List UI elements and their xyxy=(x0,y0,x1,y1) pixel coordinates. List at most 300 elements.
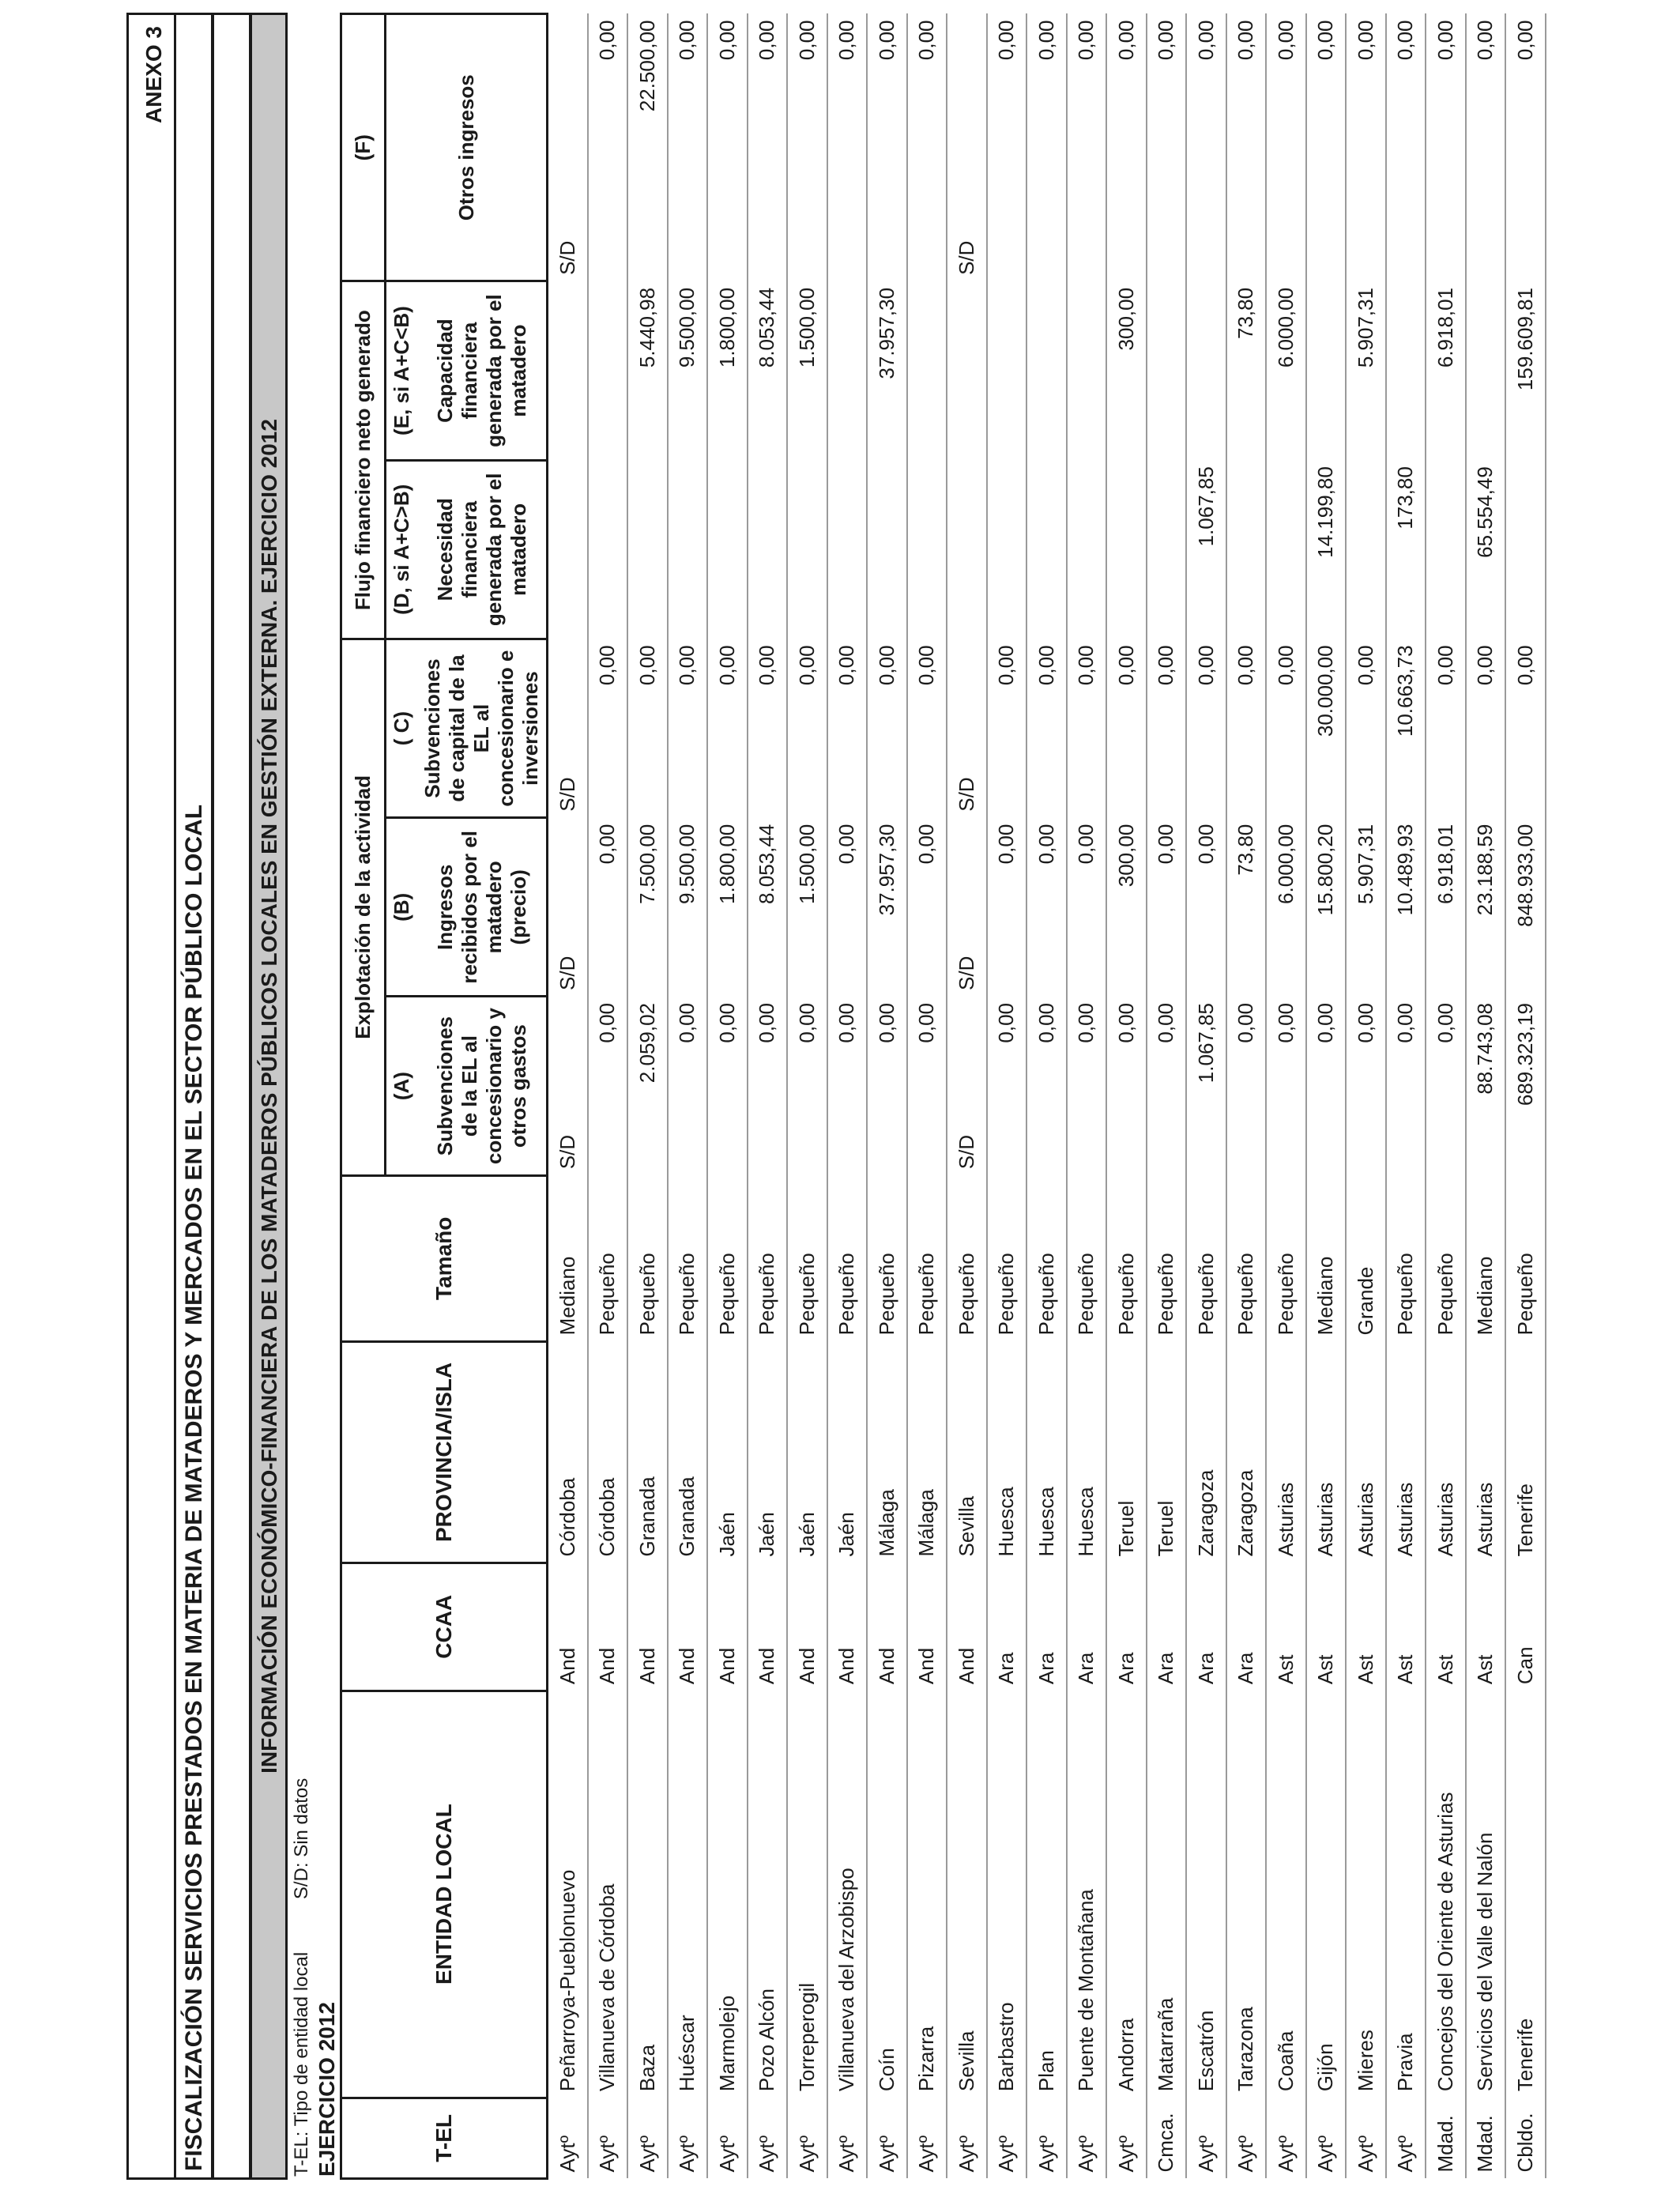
cell-f: 0,00 xyxy=(588,14,628,281)
cell-a: 0,00 xyxy=(907,997,947,1175)
cell-ccaa: Ast xyxy=(1466,1563,1506,1691)
cell-a: 0,00 xyxy=(707,997,748,1175)
cell-ccaa: Ast xyxy=(1266,1563,1306,1691)
cell-entidad: Concejos del Oriente de Asturias xyxy=(1426,1691,1466,2098)
cell-tel: Aytº xyxy=(1346,2098,1386,2178)
cell-e: 6.918,01 xyxy=(1426,281,1466,460)
cell-provincia: Asturias xyxy=(1306,1341,1347,1563)
cell-entidad: Marmolejo xyxy=(707,1691,748,2098)
cell-tel: Aytº xyxy=(827,2098,868,2178)
cell-d xyxy=(867,460,907,639)
cell-tamano: Pequeño xyxy=(748,1175,788,1341)
cell-f: 0,00 xyxy=(1505,14,1546,281)
cell-a: 0,00 xyxy=(987,997,1027,1175)
cell-d xyxy=(627,460,668,639)
table-row xyxy=(707,14,748,2179)
cell-c: 10.663,73 xyxy=(1386,639,1426,817)
header-a-code: (A) xyxy=(386,997,418,1175)
cell-c: 0,00 xyxy=(867,639,907,817)
cell-b: 0,00 xyxy=(1067,818,1107,997)
cell-entidad: Coaña xyxy=(1266,1691,1306,2098)
cell-ccaa: And xyxy=(748,1563,788,1691)
table-row xyxy=(1466,14,1506,2179)
cell-ccaa: Ara xyxy=(1067,1563,1107,1691)
cell-provincia: Asturias xyxy=(1426,1341,1466,1563)
cell-entidad: Peñarroya-Pueblonuevo xyxy=(548,1691,588,2098)
cell-a: 0,00 xyxy=(1426,997,1466,1175)
cell-a: 689.323,19 xyxy=(1505,997,1546,1175)
cell-b: S/D xyxy=(947,818,987,997)
header-b-label: Ingresos recibidos por el matadero (precio) xyxy=(417,818,548,997)
table-row xyxy=(1147,14,1187,2179)
cell-a: 0,00 xyxy=(827,997,868,1175)
cell-ccaa: Ara xyxy=(1147,1563,1187,1691)
cell-e: 159.609,81 xyxy=(1505,281,1546,460)
cell-tel: Aytº xyxy=(1386,2098,1426,2178)
cell-tamano: Pequeño xyxy=(827,1175,868,1341)
cell-e xyxy=(1067,281,1107,460)
cell-entidad: Pravia xyxy=(1386,1691,1426,2098)
cell-f: 0,00 xyxy=(1147,14,1187,281)
cell-a: 0,00 xyxy=(1266,997,1306,1175)
cell-b: 10.489,93 xyxy=(1386,818,1426,997)
cell-ccaa: Ast xyxy=(1306,1563,1347,1691)
cell-provincia: Málaga xyxy=(907,1341,947,1563)
header-entidad: ENTIDAD LOCAL xyxy=(341,1691,548,2098)
cell-tamano: Grande xyxy=(1346,1175,1386,1341)
cell-tel: Cbldo. xyxy=(1505,2098,1546,2178)
cell-entidad: Matarraña xyxy=(1147,1691,1187,2098)
cell-ccaa: Ara xyxy=(1026,1563,1067,1691)
cell-provincia: Granada xyxy=(627,1341,668,1563)
cell-f: 0,00 xyxy=(827,14,868,281)
cell-e xyxy=(947,281,987,460)
cell-c: 0,00 xyxy=(627,639,668,817)
cell-tamano: Pequeño xyxy=(1026,1175,1067,1341)
cell-f: S/D xyxy=(947,14,987,281)
cell-c: 0,00 xyxy=(748,639,788,817)
cell-provincia: Córdoba xyxy=(548,1341,588,1563)
cell-d xyxy=(1346,460,1386,639)
cell-entidad: Sevilla xyxy=(947,1691,987,2098)
cell-d: 65.554,49 xyxy=(1466,460,1506,639)
cell-provincia: Asturias xyxy=(1346,1341,1386,1563)
cell-d xyxy=(1426,460,1466,639)
cell-d xyxy=(987,460,1027,639)
header-e-label: Capacidad financiera generada por el matadero xyxy=(417,281,548,460)
header-flujo: Flujo financiero neto generado xyxy=(341,281,386,639)
cell-d xyxy=(748,460,788,639)
cell-provincia: Huesca xyxy=(987,1341,1027,1563)
header-f-label: Otros ingresos xyxy=(386,14,548,281)
cell-ccaa: And xyxy=(867,1563,907,1691)
cell-ccaa: And xyxy=(707,1563,748,1691)
cell-e: 6.000,00 xyxy=(1266,281,1306,460)
cell-b: 5.907,31 xyxy=(1346,818,1386,997)
cell-b: 15.800,20 xyxy=(1306,818,1347,997)
table-row xyxy=(947,14,987,2179)
cell-b: 37.957,30 xyxy=(867,818,907,997)
cell-d xyxy=(1266,460,1306,639)
cell-e: 37.957,30 xyxy=(867,281,907,460)
cell-e xyxy=(1147,281,1187,460)
cell-tamano: Pequeño xyxy=(588,1175,628,1341)
cell-tamano: Pequeño xyxy=(947,1175,987,1341)
cell-c: 0,00 xyxy=(668,639,708,817)
table-row xyxy=(867,14,907,2179)
cell-a: 0,00 xyxy=(1026,997,1067,1175)
cell-tel: Aytº xyxy=(668,2098,708,2178)
cell-c: 30.000,00 xyxy=(1306,639,1347,817)
cell-f: 0,00 xyxy=(1226,14,1267,281)
cell-f: 0,00 xyxy=(1386,14,1426,281)
header-d-label: Necesidad financiera generada por el matadero xyxy=(417,460,548,639)
table-row xyxy=(907,14,947,2179)
exercise-label: EJERCICIO 2012 xyxy=(315,2002,339,2177)
cell-d xyxy=(1067,460,1107,639)
cell-b: 23.188,59 xyxy=(1466,818,1506,997)
cell-a: 0,00 xyxy=(1306,997,1347,1175)
cell-c: 0,00 xyxy=(707,639,748,817)
cell-ccaa: Ara xyxy=(1226,1563,1267,1691)
cell-c: 0,00 xyxy=(1346,639,1386,817)
cell-a: S/D xyxy=(548,997,588,1175)
cell-entidad: Pizarra xyxy=(907,1691,947,2098)
cell-ccaa: And xyxy=(787,1563,827,1691)
cell-tel: Aytº xyxy=(588,2098,628,2178)
cell-e xyxy=(1186,281,1226,460)
table-row xyxy=(627,14,668,2179)
cell-tamano: Pequeño xyxy=(1266,1175,1306,1341)
cell-d: 14.199,80 xyxy=(1306,460,1347,639)
cell-tel: Aytº xyxy=(748,2098,788,2178)
cell-e xyxy=(827,281,868,460)
cell-provincia: Jaén xyxy=(827,1341,868,1563)
cell-provincia: Zaragoza xyxy=(1186,1341,1226,1563)
cell-a: 0,00 xyxy=(787,997,827,1175)
cell-tel: Aytº xyxy=(1026,2098,1067,2178)
cell-ccaa: Ast xyxy=(1346,1563,1386,1691)
cell-tel: Aytº xyxy=(1186,2098,1226,2178)
cell-e xyxy=(1306,281,1347,460)
cell-entidad: Baza xyxy=(627,1691,668,2098)
cell-entidad: Tarazona xyxy=(1226,1691,1267,2098)
cell-tel: Aytº xyxy=(787,2098,827,2178)
cell-e: 9.500,00 xyxy=(668,281,708,460)
cell-ccaa: And xyxy=(907,1563,947,1691)
data-table xyxy=(340,13,1546,2180)
cell-f: 0,00 xyxy=(1266,14,1306,281)
cell-d: 1.067,85 xyxy=(1186,460,1226,639)
cell-entidad: Barbastro xyxy=(987,1691,1027,2098)
cell-b: 6.918,01 xyxy=(1426,818,1466,997)
table-row xyxy=(1505,14,1546,2179)
legend-sd: S/D: Sin datos xyxy=(291,1777,312,1900)
table-row xyxy=(668,14,708,2179)
cell-tel: Aytº xyxy=(1106,2098,1147,2178)
cell-a: 0,00 xyxy=(1226,997,1267,1175)
cell-a: 0,00 xyxy=(588,997,628,1175)
cell-entidad: Mieres xyxy=(1346,1691,1386,2098)
cell-b: 0,00 xyxy=(907,818,947,997)
cell-f: 0,00 xyxy=(1466,14,1506,281)
cell-b: 8.053,44 xyxy=(748,818,788,997)
cell-d xyxy=(1147,460,1187,639)
cell-a: 0,00 xyxy=(1106,997,1147,1175)
cell-entidad: Torreperogil xyxy=(787,1691,827,2098)
table-row xyxy=(1266,14,1306,2179)
table-row xyxy=(548,14,588,2179)
cell-tamano: Pequeño xyxy=(1226,1175,1267,1341)
cell-b: 1.500,00 xyxy=(787,818,827,997)
cell-c: 0,00 xyxy=(987,639,1027,817)
cell-tamano: Mediano xyxy=(1306,1175,1347,1341)
cell-c: 0,00 xyxy=(1466,639,1506,817)
header-c-code: ( C) xyxy=(386,639,418,817)
cell-c: 0,00 xyxy=(1026,639,1067,817)
cell-tamano: Pequeño xyxy=(1186,1175,1226,1341)
cell-entidad: Villanueva de Córdoba xyxy=(588,1691,628,2098)
cell-c: 0,00 xyxy=(1147,639,1187,817)
document-title: FISCALIZACIÓN SERVICIOS PRESTADOS EN MATERIA DE MATADEROS Y MERCADOS EN EL SECTOR PÚBLICO LOCAL xyxy=(174,13,213,2180)
cell-tel: Aytº xyxy=(1226,2098,1267,2178)
cell-f: 22.500,00 xyxy=(627,14,668,281)
table-row xyxy=(1106,14,1147,2179)
cell-tamano: Pequeño xyxy=(1106,1175,1147,1341)
cell-a: S/D xyxy=(947,997,987,1175)
cell-ccaa: And xyxy=(668,1563,708,1691)
cell-ccaa: And xyxy=(588,1563,628,1691)
header-e-code: (E, si A+C<B) xyxy=(386,281,418,460)
cell-b: 0,00 xyxy=(1147,818,1187,997)
cell-e xyxy=(1386,281,1426,460)
cell-c: S/D xyxy=(947,639,987,817)
cell-entidad: Plan xyxy=(1026,1691,1067,2098)
cell-e xyxy=(1466,281,1506,460)
header-d-code: (D, si A+C>B) xyxy=(386,460,418,639)
cell-f: 0,00 xyxy=(1346,14,1386,281)
cell-e: 8.053,44 xyxy=(748,281,788,460)
cell-tel: Aytº xyxy=(1067,2098,1107,2178)
cell-d xyxy=(707,460,748,639)
cell-e: 300,00 xyxy=(1106,281,1147,460)
header-tamano: Tamaño xyxy=(341,1175,548,1341)
cell-e xyxy=(907,281,947,460)
cell-ccaa: And xyxy=(947,1563,987,1691)
cell-d xyxy=(1226,460,1267,639)
header-c-label: Subvenciones de capital de la EL al concesionario e inversiones xyxy=(417,639,548,817)
cell-c: 0,00 xyxy=(588,639,628,817)
table-row xyxy=(827,14,868,2179)
cell-f: 0,00 xyxy=(787,14,827,281)
cell-d xyxy=(827,460,868,639)
cell-d xyxy=(947,460,987,639)
cell-a: 88.743,08 xyxy=(1466,997,1506,1175)
cell-f: 0,00 xyxy=(1106,14,1147,281)
cell-provincia: Jaén xyxy=(787,1341,827,1563)
cell-c: S/D xyxy=(548,639,588,817)
header-tel: T-EL xyxy=(341,2098,548,2178)
cell-tamano: Pequeño xyxy=(987,1175,1027,1341)
cell-e: 5.440,98 xyxy=(627,281,668,460)
cell-b: 300,00 xyxy=(1106,818,1147,997)
cell-tamano: Pequeño xyxy=(867,1175,907,1341)
cell-provincia: Asturias xyxy=(1386,1341,1426,1563)
cell-c: 0,00 xyxy=(1106,639,1147,817)
cell-b: 0,00 xyxy=(1026,818,1067,997)
header-a-label: Subvenciones de la EL al concesionario y otros gastos xyxy=(417,997,548,1175)
cell-c: 0,00 xyxy=(1426,639,1466,817)
header-b-code: (B) xyxy=(386,818,418,997)
cell-tamano: Pequeño xyxy=(707,1175,748,1341)
cell-e xyxy=(1026,281,1067,460)
cell-a: 0,00 xyxy=(1346,997,1386,1175)
table-row xyxy=(1026,14,1067,2179)
header-provincia: PROVINCIA/ISLA xyxy=(341,1341,548,1563)
cell-entidad: Puente de Montañana xyxy=(1067,1691,1107,2098)
cell-f: 0,00 xyxy=(867,14,907,281)
cell-tel: Aytº xyxy=(987,2098,1027,2178)
cell-provincia: Asturias xyxy=(1466,1341,1506,1563)
cell-b: 1.800,00 xyxy=(707,818,748,997)
table-row xyxy=(1186,14,1226,2179)
cell-tel: Aytº xyxy=(1306,2098,1347,2178)
cell-a: 1.067,85 xyxy=(1186,997,1226,1175)
cell-f: 0,00 xyxy=(1067,14,1107,281)
cell-b: 848.933,00 xyxy=(1505,818,1546,997)
cell-entidad: Huéscar xyxy=(668,1691,708,2098)
table-row xyxy=(987,14,1027,2179)
cell-c: 0,00 xyxy=(787,639,827,817)
cell-f: 0,00 xyxy=(987,14,1027,281)
cell-tel: Mdad. xyxy=(1426,2098,1466,2178)
cell-provincia: Zaragoza xyxy=(1226,1341,1267,1563)
cell-tel: Aytº xyxy=(707,2098,748,2178)
table-row xyxy=(1226,14,1267,2179)
cell-e xyxy=(987,281,1027,460)
cell-c: 0,00 xyxy=(827,639,868,817)
cell-ccaa: Ara xyxy=(987,1563,1027,1691)
cell-b: S/D xyxy=(548,818,588,997)
cell-entidad: Andorra xyxy=(1106,1691,1147,2098)
cell-tamano: Pequeño xyxy=(627,1175,668,1341)
table-row xyxy=(1426,14,1466,2179)
cell-f: 0,00 xyxy=(1306,14,1347,281)
cell-entidad: Pozo Alcón xyxy=(748,1691,788,2098)
cell-ccaa: And xyxy=(627,1563,668,1691)
table-row xyxy=(1386,14,1426,2179)
cell-f: 0,00 xyxy=(1186,14,1226,281)
cell-tel: Aytº xyxy=(947,2098,987,2178)
cell-c: 0,00 xyxy=(1505,639,1546,817)
cell-ccaa: Ara xyxy=(1106,1563,1147,1691)
cell-a: 0,00 xyxy=(748,997,788,1175)
cell-provincia: Córdoba xyxy=(588,1341,628,1563)
cell-a: 0,00 xyxy=(1067,997,1107,1175)
cell-tamano: Pequeño xyxy=(1147,1175,1187,1341)
table-row xyxy=(1306,14,1347,2179)
cell-tel: Aytº xyxy=(1266,2098,1306,2178)
cell-tamano: Mediano xyxy=(1466,1175,1506,1341)
cell-d xyxy=(668,460,708,639)
cell-tamano: Pequeño xyxy=(1426,1175,1466,1341)
cell-c: 0,00 xyxy=(1266,639,1306,817)
cell-c: 0,00 xyxy=(1186,639,1226,817)
cell-c: 0,00 xyxy=(907,639,947,817)
table-row xyxy=(787,14,827,2179)
cell-tamano: Mediano xyxy=(548,1175,588,1341)
cell-d xyxy=(787,460,827,639)
cell-entidad: Gijón xyxy=(1306,1691,1347,2098)
cell-d xyxy=(1505,460,1546,639)
cell-d xyxy=(1026,460,1067,639)
cell-b: 0,00 xyxy=(1186,818,1226,997)
cell-tamano: Pequeño xyxy=(1505,1175,1546,1341)
cell-f: 0,00 xyxy=(1026,14,1067,281)
cell-e xyxy=(588,281,628,460)
cell-b: 7.500,00 xyxy=(627,818,668,997)
cell-e: 73,80 xyxy=(1226,281,1267,460)
cell-provincia: Málaga xyxy=(867,1341,907,1563)
cell-ccaa: Ast xyxy=(1426,1563,1466,1691)
cell-ccaa: Ara xyxy=(1186,1563,1226,1691)
cell-tel: Cmca. xyxy=(1147,2098,1187,2178)
cell-tel: Aytº xyxy=(867,2098,907,2178)
cell-e: 5.907,31 xyxy=(1346,281,1386,460)
cell-provincia: Teruel xyxy=(1106,1341,1147,1563)
cell-e: 1.800,00 xyxy=(707,281,748,460)
cell-e xyxy=(548,281,588,460)
cell-b: 0,00 xyxy=(588,818,628,997)
cell-ccaa: Ast xyxy=(1386,1563,1426,1691)
cell-b: 0,00 xyxy=(987,818,1027,997)
table-row xyxy=(748,14,788,2179)
cell-tamano: Pequeño xyxy=(668,1175,708,1341)
header-f-code: (F) xyxy=(341,14,386,281)
cell-provincia: Granada xyxy=(668,1341,708,1563)
cell-e: 1.500,00 xyxy=(787,281,827,460)
cell-a: 2.059,02 xyxy=(627,997,668,1175)
cell-a: 0,00 xyxy=(668,997,708,1175)
table-row xyxy=(1346,14,1386,2179)
cell-entidad: Escatrón xyxy=(1186,1691,1226,2098)
cell-a: 0,00 xyxy=(1147,997,1187,1175)
cell-entidad: Tenerife xyxy=(1505,1691,1546,2098)
cell-entidad: Villanueva del Arzobispo xyxy=(827,1691,868,2098)
cell-tel: Aytº xyxy=(907,2098,947,2178)
cell-ccaa: And xyxy=(827,1563,868,1691)
cell-c: 0,00 xyxy=(1226,639,1267,817)
cell-provincia: Tenerife xyxy=(1505,1341,1546,1563)
annex-label: ANEXO 3 xyxy=(126,13,180,2180)
legend-tel: T-EL: Tipo de entidad local xyxy=(291,1951,312,2177)
cell-f: 0,00 xyxy=(748,14,788,281)
cell-b: 0,00 xyxy=(827,818,868,997)
cell-provincia: Teruel xyxy=(1147,1341,1187,1563)
cell-a: 0,00 xyxy=(1386,997,1426,1175)
cell-ccaa: Can xyxy=(1505,1563,1546,1691)
cell-provincia: Asturias xyxy=(1266,1341,1306,1563)
cell-f: 0,00 xyxy=(1426,14,1466,281)
cell-tamano: Pequeño xyxy=(907,1175,947,1341)
cell-provincia: Sevilla xyxy=(947,1341,987,1563)
blank-row xyxy=(212,13,251,2180)
cell-d xyxy=(588,460,628,639)
cell-provincia: Huesca xyxy=(1067,1341,1107,1563)
cell-c: 0,00 xyxy=(1067,639,1107,817)
cell-tel: Mdad. xyxy=(1466,2098,1506,2178)
cell-tamano: Pequeño xyxy=(1386,1175,1426,1341)
